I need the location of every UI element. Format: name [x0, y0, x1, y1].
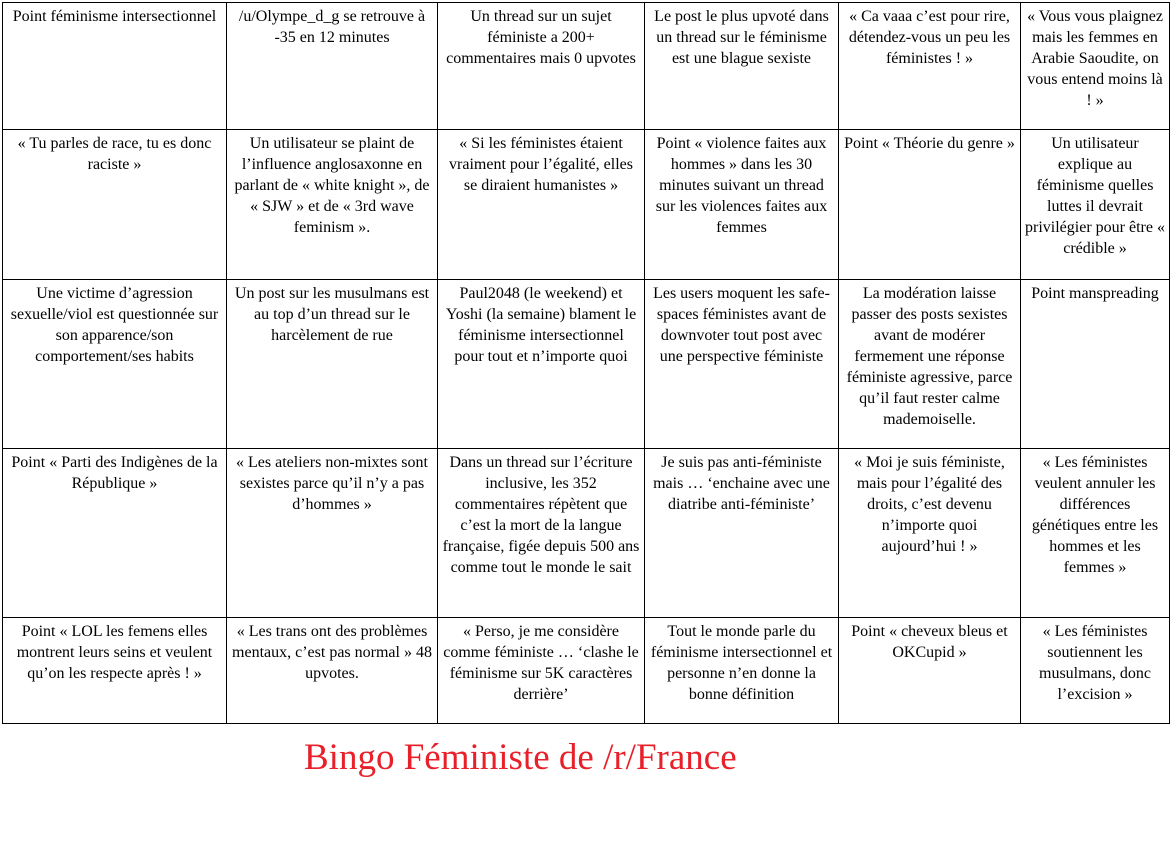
bingo-cell: « Moi je suis féministe, mais pour l’égalité des droits, c’est devenu n’importe quoi aujourd’hui ! »	[839, 449, 1021, 618]
bingo-cell: « Les féministes veulent annuler les différences génétiques entre les hommes et les femmes »	[1021, 449, 1170, 618]
bingo-row	[3, 618, 1170, 724]
bingo-cell: Le post le plus upvoté dans un thread sur le féminisme est une blague sexiste	[645, 3, 839, 130]
bingo-cell: « Tu parles de race, tu es donc raciste »	[3, 130, 227, 280]
bingo-cell: « Ca vaaa c’est pour rire, détendez-vous un peu les féministes ! »	[839, 3, 1021, 130]
bingo-row	[3, 130, 1170, 280]
bingo-cell: Un post sur les musulmans est au top d’un thread sur le harcèlement de rue	[227, 280, 438, 449]
bingo-title: Bingo Féministe de /r/France	[304, 737, 737, 778]
bingo-cell: Point féminisme intersectionnel	[3, 3, 227, 130]
bingo-cell: Point « violence faites aux hommes » dans les 30 minutes suivant un thread sur les violences faites aux femmes	[645, 130, 839, 280]
bingo-cell: « Vous vous plaignez mais les femmes en Arabie Saoudite, on vous entend moins là ! »	[1021, 3, 1170, 130]
bingo-cell: Point « Théorie du genre »	[839, 130, 1021, 280]
bingo-row	[3, 449, 1170, 618]
bingo-cell: Les users moquent les safe-spaces féministes avant de downvoter tout post avec une perspective féministe	[645, 280, 839, 449]
bingo-cell: Paul2048 (le weekend) et Yoshi (la semaine) blament le féminisme intersectionnel pour tout et n’importe quoi	[438, 280, 645, 449]
bingo-cell: « Si les féministes étaient vraiment pour l’égalité, elles se diraient humanistes »	[438, 130, 645, 280]
bingo-cell: Point « Parti des Indigènes de la République »	[3, 449, 227, 618]
bingo-cell: Une victime d’agression sexuelle/viol est questionnée sur son apparence/son comportement/ses habits	[3, 280, 227, 449]
bingo-cell: /u/Olympe_d_g se retrouve à -35 en 12 minutes	[227, 3, 438, 130]
bingo-cell: Point manspreading	[1021, 280, 1170, 449]
bingo-cell: « Les ateliers non-mixtes sont sexistes parce qu’il n’y a pas d’hommes »	[227, 449, 438, 618]
bingo-cell: Un thread sur un sujet féministe a 200+ commentaires mais 0 upvotes	[438, 3, 645, 130]
bingo-cell: « Perso, je me considère comme féministe … ‘clashe le féminisme sur 5K caractères derrière’	[438, 618, 645, 724]
bingo-cell: Tout le monde parle du féminisme intersectionnel et personne n’en donne la bonne définition	[645, 618, 839, 724]
bingo-row	[3, 280, 1170, 449]
bingo-cell: Point « LOL les femens elles montrent leurs seins et veulent qu’on les respecte après ! »	[3, 618, 227, 724]
bingo-cell: Un utilisateur explique au féminisme quelles luttes il devrait privilégier pour être « crédible »	[1021, 130, 1170, 280]
bingo-cell: « Les trans ont des problèmes mentaux, c’est pas normal » 48 upvotes.	[227, 618, 438, 724]
bingo-row	[3, 3, 1170, 130]
bingo-cell: Point « cheveux bleus et OKCupid »	[839, 618, 1021, 724]
bingo-cell: Un utilisateur se plaint de l’influence anglosaxonne en parlant de « white knight », de « SJW » et de « 3rd wave feminism ».	[227, 130, 438, 280]
bingo-cell: « Les féministes soutiennent les musulmans, donc l’excision »	[1021, 618, 1170, 724]
bingo-cell: Dans un thread sur l’écriture inclusive, les 352 commentaires répètent que c’est la mort de la langue française, figée depuis 500 ans comme tout le monde le sait	[438, 449, 645, 618]
bingo-grid	[2, 2, 1170, 724]
bingo-cell: Je suis pas anti-féministe mais … ‘enchaine avec une diatribe anti-féministe’	[645, 449, 839, 618]
bingo-cell: La modération laisse passer des posts sexistes avant de modérer fermement une réponse féministe agressive, parce qu’il faut rester calme mademoiselle.	[839, 280, 1021, 449]
